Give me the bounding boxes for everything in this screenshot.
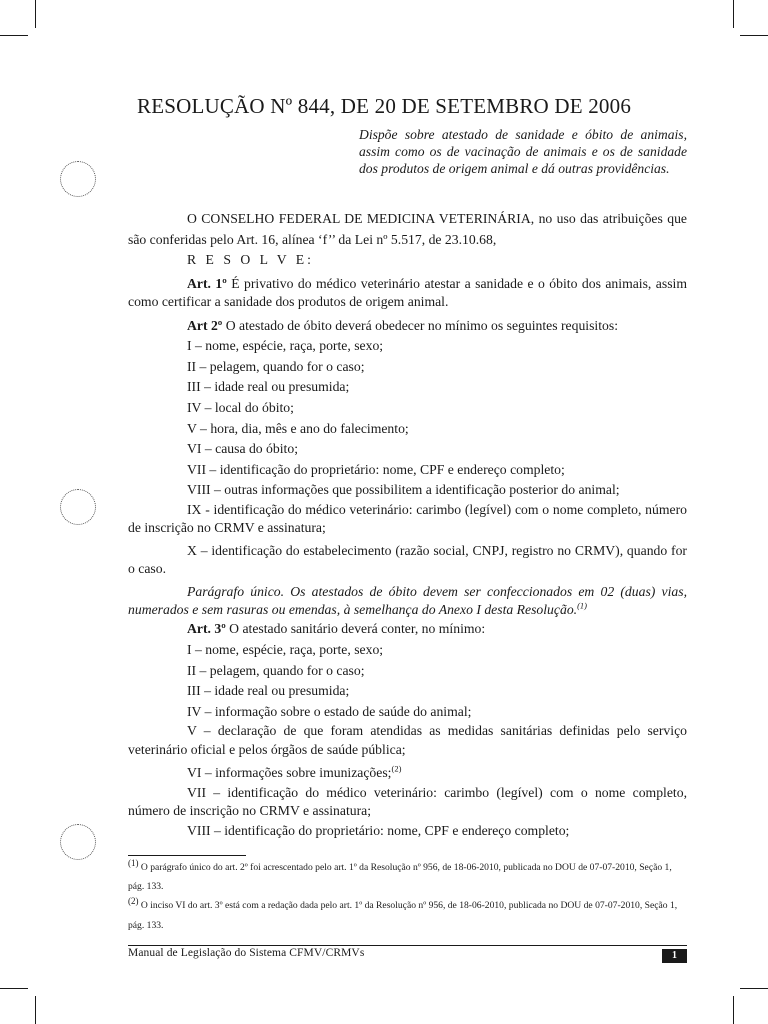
footnote-ref: (1): [577, 600, 588, 611]
art-2-item: VII – identificação do proprietário: nome, CPF e endereço completo;: [187, 461, 565, 477]
art-3-item: VIII – identificação do proprietário: nome, CPF e endereço completo;: [187, 822, 570, 838]
art-1-text: É privativo do médico veterinário atestar a sanidade e o óbito dos animais, assim como certificar a sanidade dos produtos de origem animal.: [128, 275, 687, 310]
crop-mark: [740, 988, 768, 989]
art-2-text: O atestado de óbito deverá obedecer no mínimo os seguintes requisitos:: [222, 317, 619, 333]
footnote-text: O parágrafo único do art. 2º foi acrescentado pelo art. 1º da Resolução nº 956, de 18-06-2010, publicada no DOU de 07-07-2010, Seção 1, pág. 133.: [128, 862, 672, 893]
crop-mark: [35, 996, 36, 1024]
art-2: [128, 316, 687, 337]
binder-hole: [60, 161, 96, 197]
art-3-item: II – pelagem, quando for o caso;: [187, 662, 365, 678]
footnote: [128, 858, 687, 896]
footnote: [128, 896, 687, 934]
resolve-heading: R E S O L V E:: [187, 252, 314, 268]
art-2-label: Art 2º: [187, 317, 223, 333]
art-1: [128, 275, 687, 312]
footnote-mark: (2): [128, 896, 139, 907]
document-body: [128, 209, 687, 841]
crop-mark: [35, 0, 36, 28]
council-name: O CONSELHO FEDERAL DE MEDICINA VETERINÁRIA: [187, 211, 531, 226]
art-1-label: Art. 1º: [187, 275, 227, 291]
preamble-text: , no uso das atribuições que são conferidas pelo Art. 16, alínea ‘f’’ da Lei nº 5.517, de 23.10.68,: [128, 211, 687, 247]
binder-hole: [60, 489, 96, 525]
footer-divider: [128, 945, 687, 946]
art-3-item: [128, 763, 687, 784]
art-3-item: IV – informação sobre o estado de saúde do animal;: [187, 703, 472, 719]
footnote-ref: (2): [391, 763, 402, 774]
sole-paragraph-text: Os atestados de óbito devem ser confeccionados em 02 (duas) vias, numerados e sem rasuras ou emendas, à semelhança do Anexo I desta Resolução.: [128, 583, 687, 617]
art-3: [128, 619, 687, 640]
sole-paragraph-label: Parágrafo único.: [187, 583, 285, 599]
crop-mark: [0, 988, 28, 989]
crop-mark: [740, 35, 768, 36]
art-2-item: IX - identificação do médico veterinário: carimbo (legível) com o nome completo, número de inscrição no CRMV e assinatura;: [128, 501, 687, 536]
art-2-item: VIII – outras informações que possibilitem a identificação posterior do animal;: [187, 482, 620, 498]
preamble: [128, 209, 687, 250]
crop-mark: [0, 35, 28, 36]
art-3-item: III – idade real ou presumida;: [187, 683, 350, 699]
art-2-item: III – idade real ou presumida;: [187, 379, 350, 395]
art-3-label: Art. 3º: [187, 621, 226, 637]
footnote-divider: [128, 855, 246, 856]
art-3-text: O atestado sanitário deverá conter, no mínimo:: [225, 621, 486, 637]
art-2-item: X – identificação do estabelecimento (razão social, CNPJ, registro no CRMV), quando for o caso.: [128, 542, 687, 577]
art-2-item: II – pelagem, quando for o caso;: [187, 358, 365, 374]
footer-title: Manual de Legislação do Sistema CFMV/CRMVs: [128, 947, 365, 959]
art-2-sole-paragraph: [128, 583, 687, 620]
ementa: Dispõe sobre atestado de sanidade e óbito de animais, assim como os de vacinação de animais e os de sanidade dos produtos de origem animal e dá outras providências.: [359, 127, 687, 176]
document-title: RESOLUÇÃO Nº 844, DE 20 DE SETEMBRO DE 2006: [136, 94, 632, 118]
page-number: 1: [662, 949, 687, 963]
binder-hole: [60, 824, 96, 860]
art-3-item: I – nome, espécie, raça, porte, sexo;: [187, 641, 384, 657]
art-3-item-text: VI – informações sobre imunizações;: [187, 765, 392, 781]
art-3-item: V – declaração de que foram atendidas as medidas sanitárias definidas pelo serviço veterinário oficial e pelos órgãos de saúde pública;: [128, 723, 687, 757]
art-3-item: VII – identificação do médico veterinário: carimbo (legível) com o nome completo, número de inscrição no CRMV e assinatura;: [128, 784, 687, 819]
crop-mark: [733, 0, 734, 28]
crop-mark: [733, 996, 734, 1024]
footnote-mark: (1): [128, 857, 139, 868]
footnote-text: O inciso VI do art. 3º está com a redação dada pelo art. 1º da Resolução nº 956, de 18-06-2010, publicada no DOU de 07-07-2010, Seção 1, pág. 133.: [128, 900, 678, 931]
art-2-item: I – nome, espécie, raça, porte, sexo;: [187, 338, 384, 354]
art-2-item: VI – causa do óbito;: [187, 441, 298, 457]
art-2-item: IV – local do óbito;: [187, 399, 294, 415]
art-2-item: V – hora, dia, mês e ano do falecimento;: [187, 420, 409, 436]
footnotes: [128, 858, 687, 935]
